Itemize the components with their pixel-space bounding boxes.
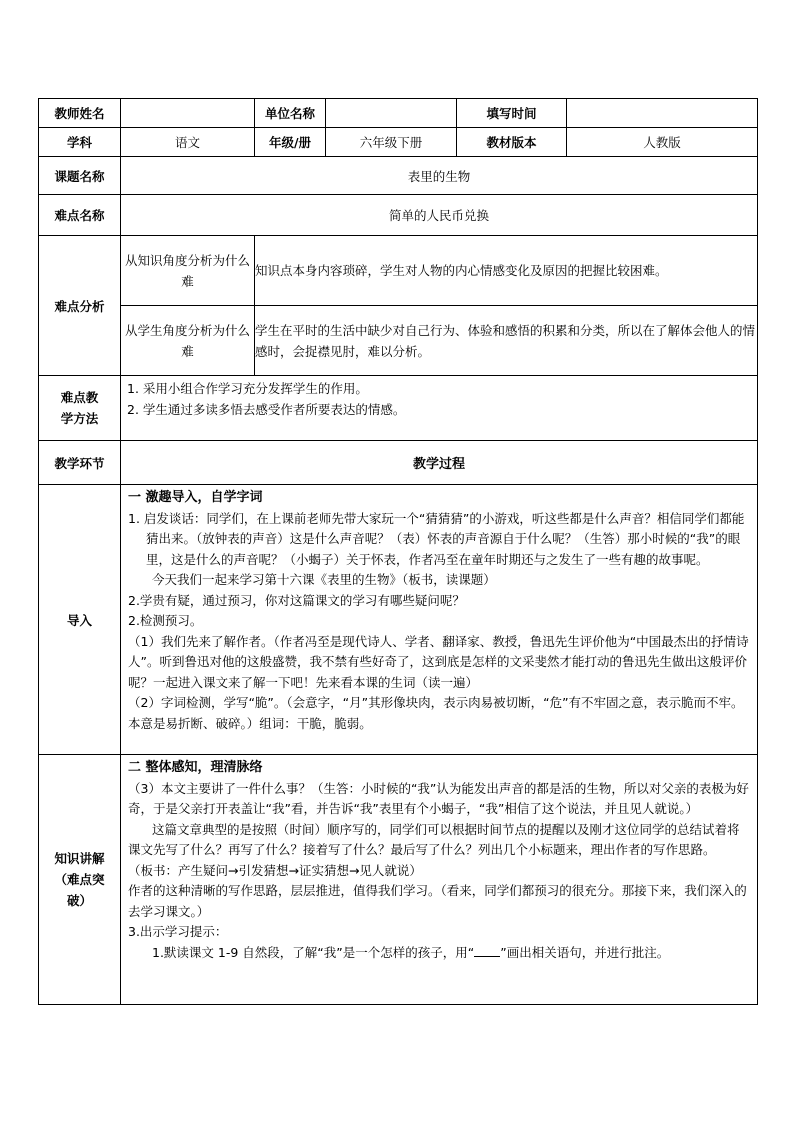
knowledge-paragraph-4: 作者的这种清晰的写作思路，层层推进，值得我们学习。（看来，同学们都预习的很充分。那接下来，我们深入的去学习课文。）	[128, 883, 747, 919]
knowledge-paragraph-2: 这篇文章典型的是按照（时间）顺序写的，同学们可以根据时间节点的提醒以及刚才这位同学的总结试着将课文先写了什么？再写了什么？接着写了什么？最后写了什么？列出几个小标题来，理出作者的写作思路。	[128, 821, 740, 857]
knowledge-label: 知识讲解（难点突破）	[54, 851, 105, 908]
intro-paragraph-1: 1. 启发谈话：同学们，在上课前老师先带大家玩一个“猜猜猜”的小游戏，听这些都是什么声音？相信同学们都能猜出来。（放钟表的声音）这是什么声音呢？（表）怀表的声音源自于什么呢？（生答）那小时候的“我”的眼里，这是什么的声音呢？（小蝎子）关于怀表，作者冯至在童年时期还与之发生了一些有趣的故事呢。	[128, 510, 745, 567]
knowledge-paragraph-3: （板书：产生疑问→引发猜想→证实猜想→见人就说）	[128, 862, 422, 878]
info-row-2	[39, 128, 758, 157]
method-item-1: 1. 采用小组合作学习充分发挥学生的作用。	[127, 381, 368, 396]
unit-name-label: 单位名称	[255, 99, 326, 128]
difficulty-label: 难点名称	[39, 195, 121, 236]
fill-time-field[interactable]	[567, 99, 758, 128]
knowledge-paragraph-1: （3）本文主要讲了一件什么事？（生答：小时候的“我”认为能发出声音的都是活的生物，所以对父亲的表极为好奇，于是父亲打开表盖让“我”看，并告诉“我”表里有个小蝎子，“我”相信了这个说法，并且见人就说。）	[128, 780, 749, 816]
difficulty-row	[39, 195, 758, 236]
intro-row	[39, 485, 758, 755]
intro-content[interactable]	[121, 485, 758, 755]
intro-section-title: 一 激趣导入，自学字词	[128, 490, 263, 505]
knowledge-row	[39, 755, 758, 1005]
knowledge-paragraph-5: 3.出示学习提示：	[128, 924, 228, 939]
teacher-name-label: 教师姓名	[39, 99, 121, 128]
edition-label: 教材版本	[457, 128, 567, 157]
method-item-2: 2. 学生通过多读多悟去感受作者所要表达的情感。	[127, 402, 406, 417]
topic-row	[39, 157, 758, 195]
method-label: 难点教学方法	[60, 390, 99, 426]
knowledge-section-title: 二 整体感知，理清脉络	[128, 760, 263, 775]
topic-value[interactable]: 表里的生物	[121, 157, 758, 195]
intro-paragraph-6: （2）字词检测，学写“脆”。（会意字，“月”其形像块肉，表示肉易被切断，“危”有不牢固之意，表示脆而不牢。本意是易折断、破碎。）组词：干脆，脆弱。	[128, 695, 744, 731]
method-content[interactable]	[121, 376, 758, 441]
lesson-plan-table	[38, 98, 758, 1005]
intro-paragraph-5: （1）我们先来了解作者。（作者冯至是现代诗人、学者、翻译家、教授，鲁迅先生评价他为“中国最杰出的抒情诗人”。听到鲁迅对他的这般盛赞，我不禁有些好奇了，这到底是怎样的文采斐然才能打动的鲁迅先生做出这般评价呢？一起进入课文来了解一下吧！先来看本课的生词（读一遍）	[128, 633, 749, 690]
process-label: 教学过程	[121, 441, 758, 485]
subject-value[interactable]: 语文	[121, 128, 255, 157]
info-row-1	[39, 99, 758, 128]
analysis-label: 难点分析	[39, 236, 121, 376]
analysis-student-row	[39, 306, 758, 376]
intro-paragraph-4: 2.检测预习。	[128, 613, 203, 628]
unit-name-field[interactable]	[326, 99, 457, 128]
stage-label: 教学环节	[39, 441, 121, 485]
process-header-row	[39, 441, 758, 485]
difficulty-value[interactable]: 简单的人民币兑换	[121, 195, 758, 236]
knowledge-question: 从知识角度分析为什么难	[121, 236, 255, 306]
intro-paragraph-3: 2.学贵有疑，通过预习，你对这篇课文的学习有哪些疑问呢？	[128, 592, 465, 608]
topic-label: 课题名称	[39, 157, 121, 195]
grade-label: 年级/册	[255, 128, 326, 157]
subject-label: 学科	[39, 128, 121, 157]
intro-paragraph-2: 今天我们一起来学习第十六课《表里的生物》（板书，读课题）	[152, 572, 496, 587]
knowledge-content[interactable]	[121, 755, 758, 1005]
fill-time-label: 填写时间	[457, 99, 567, 128]
knowledge-answer[interactable]: 知识点本身内容琐碎，学生对人物的内心情感变化及原因的把握比较困难。	[255, 236, 758, 306]
method-row	[39, 376, 758, 441]
analysis-knowledge-row	[39, 236, 758, 306]
knowledge-paragraph-6-end: ”画出相关语句，并进行批注。	[500, 944, 670, 960]
grade-value[interactable]: 六年级下册	[326, 128, 457, 157]
knowledge-paragraph-6-start: 1.默读课文 1-9 自然段，了解“我”是一个怎样的孩子，用“	[152, 944, 475, 960]
edition-value[interactable]: 人教版	[567, 128, 758, 157]
underline-blank	[474, 944, 500, 957]
teacher-name-field[interactable]	[121, 99, 255, 128]
student-answer[interactable]: 学生在平时的生活中缺少对自己行为、体验和感悟的积累和分类，所以在了解体会他人的情感时，会捉襟见肘，难以分析。	[255, 306, 758, 376]
intro-label: 导入	[39, 485, 121, 755]
student-question: 从学生角度分析为什么难	[121, 306, 255, 376]
knowledge-paragraph-6	[128, 943, 750, 964]
